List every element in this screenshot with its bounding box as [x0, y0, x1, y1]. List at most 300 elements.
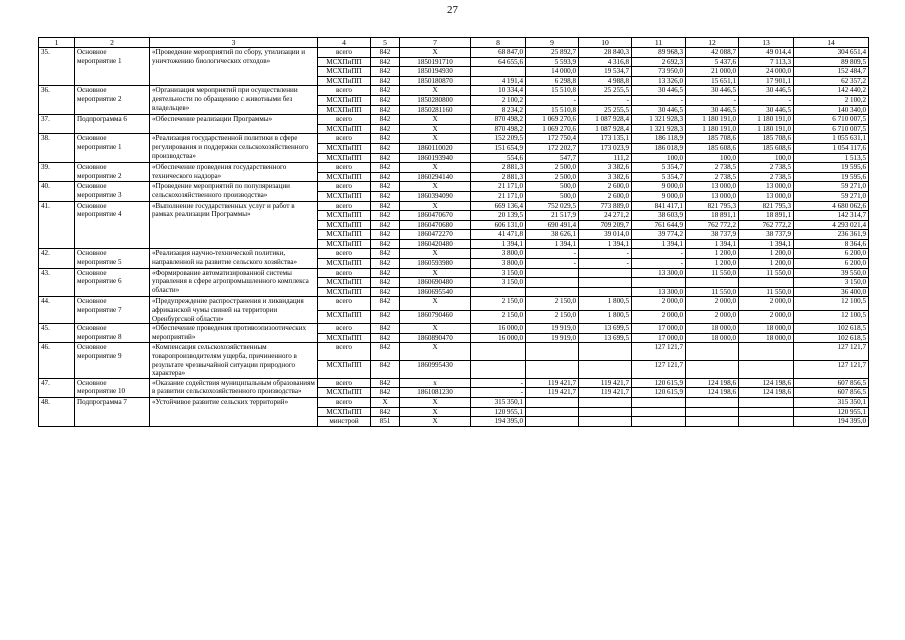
amount-cell: 30 446,5 — [686, 86, 739, 96]
code-cell: 842 — [371, 230, 400, 240]
amount-cell: 1 200,0 — [739, 259, 794, 269]
code-cell: Х — [371, 397, 400, 407]
code-cell: 842 — [371, 407, 400, 417]
amount-cell: 25 255,5 — [579, 86, 632, 96]
kbk-cell: 1860470680 — [400, 220, 471, 230]
executor-cell: МСХПиПП — [318, 310, 371, 323]
row-number: 40. — [39, 182, 75, 201]
table-row — [39, 297, 869, 310]
amount-cell: 2 150,0 — [471, 297, 526, 310]
amount-cell: 49 014,4 — [739, 48, 794, 58]
amount-cell: 6 710 007,5 — [794, 115, 869, 125]
code-cell: 842 — [371, 143, 400, 153]
amount-cell: 1 180 191,0 — [739, 115, 794, 125]
amount-cell: 102 618,5 — [794, 333, 869, 343]
amount-cell: 24 271,2 — [579, 211, 632, 221]
kbk-cell: Х — [400, 115, 471, 125]
executor-cell: МСХПиПП — [318, 105, 371, 115]
amount-cell: 1 180 191,0 — [739, 124, 794, 134]
amount-cell — [579, 268, 632, 278]
measure-description: «Обеспечение проведения противоэпизоотических мероприятий» — [150, 324, 318, 343]
amount-cell: 38 737,9 — [739, 230, 794, 240]
executor-cell: МСХПиПП — [318, 361, 371, 379]
kbk-cell: Х — [400, 48, 471, 58]
amount-cell: 821 795,3 — [686, 201, 739, 211]
amount-cell — [739, 278, 794, 288]
amount-cell: 2 000,0 — [739, 310, 794, 323]
amount-cell: 5 354,7 — [632, 163, 686, 173]
measure-description: «Проведение мероприятий по популяризации сельскохозяйственного производства» — [150, 182, 318, 201]
amount-cell: 5 354,7 — [632, 172, 686, 182]
kbk-cell: Х — [400, 343, 471, 361]
amount-cell — [579, 287, 632, 297]
executor-cell: всего — [318, 297, 371, 310]
amount-cell: 1 087 928,4 — [579, 115, 632, 125]
amount-cell: 18 000,0 — [686, 324, 739, 334]
code-cell: 842 — [371, 220, 400, 230]
amount-cell: - — [686, 95, 739, 105]
amount-cell: 13 000,0 — [739, 182, 794, 192]
amount-cell: 124 198,6 — [686, 378, 739, 388]
amount-cell: 21 517,9 — [526, 211, 579, 221]
kbk-cell: 1860472270 — [400, 230, 471, 240]
table-row — [39, 249, 869, 259]
table-row — [39, 201, 869, 211]
amount-cell: 185 608,6 — [686, 143, 739, 153]
measure-name: Основное мероприятие 3 — [75, 182, 150, 201]
table-row — [39, 378, 869, 388]
amount-cell — [471, 287, 526, 297]
amount-cell: 2 738,5 — [686, 163, 739, 173]
amount-cell: 127 121,7 — [632, 343, 686, 361]
amount-cell: 690 491,4 — [526, 220, 579, 230]
measure-description: «Устойчивое развитие сельских территорий» — [150, 397, 318, 426]
amount-cell: 11 550,0 — [739, 268, 794, 278]
amount-cell: - — [739, 95, 794, 105]
amount-cell — [579, 278, 632, 288]
amount-cell: 124 198,6 — [739, 388, 794, 398]
amount-cell — [579, 417, 632, 427]
amount-cell: 6 200,0 — [794, 249, 869, 259]
amount-cell: 315 350,1 — [471, 397, 526, 407]
amount-cell: 1 180 191,0 — [686, 124, 739, 134]
amount-cell: 119 421,7 — [526, 378, 579, 388]
measure-name: Основное мероприятие 7 — [75, 297, 150, 324]
amount-cell: 89 809,5 — [794, 57, 869, 67]
executor-cell: всего — [318, 378, 371, 388]
amount-cell: 1 394,1 — [526, 239, 579, 249]
kbk-cell: 1860470670 — [400, 211, 471, 221]
amount-cell: 2 881,3 — [471, 163, 526, 173]
amount-cell: 13 300,0 — [632, 268, 686, 278]
amount-cell: 30 446,5 — [632, 86, 686, 96]
executor-cell: МСХПиПП — [318, 211, 371, 221]
amount-cell: - — [632, 259, 686, 269]
measure-name: Основное мероприятие 1 — [75, 134, 150, 163]
amount-cell: 152 209,5 — [471, 134, 526, 144]
amount-cell: 62 357,2 — [794, 76, 869, 86]
amount-cell: 841 417,1 — [632, 201, 686, 211]
amount-cell — [632, 397, 686, 407]
measure-name: Основное мероприятие 5 — [75, 249, 150, 268]
amount-cell: 3 150,0 — [471, 278, 526, 288]
amount-cell: - — [579, 259, 632, 269]
code-cell: 842 — [371, 95, 400, 105]
amount-cell — [579, 397, 632, 407]
executor-cell: всего — [318, 182, 371, 192]
row-number: 37. — [39, 115, 75, 134]
amount-cell: 18 891,1 — [739, 211, 794, 221]
amount-cell: 1 055 631,1 — [794, 134, 869, 144]
executor-cell: всего — [318, 134, 371, 144]
amount-cell: 762 772,2 — [739, 220, 794, 230]
amount-cell: 1 069 270,6 — [526, 115, 579, 125]
amount-cell: 172 202,7 — [526, 143, 579, 153]
kbk-cell: Х — [400, 201, 471, 211]
amount-cell — [686, 417, 739, 427]
code-cell: 842 — [371, 268, 400, 278]
amount-cell: 19 534,7 — [579, 67, 632, 77]
amount-cell: 30 446,5 — [686, 105, 739, 115]
amount-cell: 39 550,0 — [794, 268, 869, 278]
amount-cell: 119 421,7 — [579, 378, 632, 388]
kbk-cell: Х — [400, 268, 471, 278]
executor-cell: всего — [318, 249, 371, 259]
amount-cell: 18 891,1 — [686, 211, 739, 221]
amount-cell: 15 651,1 — [686, 76, 739, 86]
amount-cell: 17 901,1 — [739, 76, 794, 86]
amount-cell: 1 394,1 — [471, 239, 526, 249]
kbk-cell: Х — [400, 417, 471, 427]
amount-cell: 41 471,8 — [471, 230, 526, 240]
kbk-cell: 1860193940 — [400, 153, 471, 163]
executor-cell: всего — [318, 201, 371, 211]
code-cell: 842 — [371, 361, 400, 379]
executor-cell: МСХПиПП — [318, 259, 371, 269]
amount-cell: 554,6 — [471, 153, 526, 163]
amount-cell: 127 121,7 — [632, 361, 686, 379]
amount-cell — [526, 361, 579, 379]
kbk-cell: Х — [400, 163, 471, 173]
table-row — [39, 86, 869, 96]
amount-cell: 186 118,9 — [632, 134, 686, 144]
code-cell: 842 — [371, 310, 400, 323]
amount-cell — [686, 407, 739, 417]
amount-cell — [526, 397, 579, 407]
kbk-cell: 1850180870 — [400, 76, 471, 86]
amount-cell — [579, 343, 632, 361]
executor-cell: МСХПиПП — [318, 239, 371, 249]
amount-cell: 14 000,0 — [526, 67, 579, 77]
amount-cell: 2 150,0 — [471, 310, 526, 323]
amount-cell — [579, 407, 632, 417]
amount-cell: 21 171,0 — [471, 182, 526, 192]
measure-description: «Проведение мероприятий по сбору, утилизации и уничтожению биологических отходов» — [150, 48, 318, 86]
amount-cell: 2 500,0 — [526, 163, 579, 173]
amount-cell — [526, 268, 579, 278]
code-cell: 842 — [371, 172, 400, 182]
measure-description: «Оказание содействия муниципальным образованиям в развитии сельскохозяйственного производства» — [150, 378, 318, 397]
amount-cell: 38 737,9 — [686, 230, 739, 240]
amount-cell: 10 334,4 — [471, 86, 526, 96]
amount-cell: 1 087 928,4 — [579, 124, 632, 134]
row-number: 47. — [39, 378, 75, 397]
code-cell: 842 — [371, 249, 400, 259]
amount-cell: 2 000,0 — [686, 310, 739, 323]
kbk-cell: 1860110020 — [400, 143, 471, 153]
amount-cell: 15 510,8 — [526, 105, 579, 115]
amount-cell: 186 018,9 — [632, 143, 686, 153]
amount-cell — [526, 278, 579, 288]
amount-cell: 89 968,3 — [632, 48, 686, 58]
amount-cell: 11 550,0 — [686, 287, 739, 297]
code-cell: 842 — [371, 48, 400, 58]
kbk-cell: 1860394090 — [400, 191, 471, 201]
amount-cell: 2 100,2 — [794, 95, 869, 105]
column-header: 5 — [371, 38, 400, 48]
amount-cell: 17 000,0 — [632, 333, 686, 343]
amount-cell: 1 054 117,6 — [794, 143, 869, 153]
executor-cell: всего — [318, 324, 371, 334]
amount-cell: 13 000,0 — [686, 191, 739, 201]
amount-cell: 1 180 191,0 — [686, 115, 739, 125]
amount-cell: - — [632, 249, 686, 259]
amount-cell: 185 708,6 — [686, 134, 739, 144]
amount-cell: 2 000,0 — [632, 310, 686, 323]
amount-cell: 1 394,1 — [686, 239, 739, 249]
amount-cell: 669 136,4 — [471, 201, 526, 211]
amount-cell: 870 498,2 — [471, 124, 526, 134]
code-cell: 842 — [371, 105, 400, 115]
amount-cell: 5 593,9 — [526, 57, 579, 67]
amount-cell: 1 200,0 — [739, 249, 794, 259]
amount-cell: 2 150,0 — [526, 310, 579, 323]
amount-cell: 25 892,7 — [526, 48, 579, 58]
amount-cell — [632, 417, 686, 427]
amount-cell: 1 394,1 — [579, 239, 632, 249]
amount-cell: 30 446,5 — [632, 105, 686, 115]
amount-cell: 13 699,5 — [579, 324, 632, 334]
amount-cell: 124 198,6 — [739, 378, 794, 388]
amount-cell: 194 395,0 — [794, 417, 869, 427]
amount-cell: 172 750,4 — [526, 134, 579, 144]
kbk-cell: 1860790460 — [400, 310, 471, 323]
amount-cell: 547,7 — [526, 153, 579, 163]
amount-cell: 3 382,6 — [579, 172, 632, 182]
measure-name: Основное мероприятие 1 — [75, 48, 150, 86]
column-header: 10 — [579, 38, 632, 48]
amount-cell: 4 988,8 — [579, 76, 632, 86]
code-cell: 842 — [371, 278, 400, 288]
measure-description: «Реализация государственной политики в сфере регулирования и поддержки сельскохозяйственного производства» — [150, 134, 318, 163]
amount-cell: 2 000,0 — [686, 297, 739, 310]
amount-cell: 18 000,0 — [739, 324, 794, 334]
column-header: 2 — [75, 38, 150, 48]
measure-name: Основное мероприятие 9 — [75, 343, 150, 378]
amount-cell: 64 655,6 — [471, 57, 526, 67]
code-cell: 842 — [371, 134, 400, 144]
executor-cell: МСХПиПП — [318, 407, 371, 417]
amount-cell: 15 510,8 — [526, 86, 579, 96]
executor-cell: всего — [318, 48, 371, 58]
kbk-cell: Х — [400, 397, 471, 407]
executor-cell: минстрой — [318, 417, 371, 427]
executor-cell: МСХПиПП — [318, 220, 371, 230]
amount-cell: 19 919,0 — [526, 324, 579, 334]
amount-cell: 173 135,1 — [579, 134, 632, 144]
executor-cell: МСХПиПП — [318, 333, 371, 343]
row-number: 39. — [39, 163, 75, 182]
amount-cell: 606 131,0 — [471, 220, 526, 230]
amount-cell: 151 654,9 — [471, 143, 526, 153]
amount-cell: 30 446,5 — [739, 86, 794, 96]
executor-cell: МСХПиПП — [318, 172, 371, 182]
amount-cell: 304 651,4 — [794, 48, 869, 58]
code-cell: 842 — [371, 86, 400, 96]
code-cell: 851 — [371, 417, 400, 427]
kbk-cell: 1850194930 — [400, 67, 471, 77]
column-header: 13 — [739, 38, 794, 48]
executor-cell: МСХПиПП — [318, 230, 371, 240]
amount-cell: 761 644,9 — [632, 220, 686, 230]
kbk-cell: 1861081230 — [400, 388, 471, 398]
amount-cell: 18 000,0 — [739, 333, 794, 343]
amount-cell — [686, 343, 739, 361]
kbk-cell: Х — [400, 407, 471, 417]
amount-cell — [739, 417, 794, 427]
amount-cell: - — [579, 95, 632, 105]
amount-cell — [686, 397, 739, 407]
measure-description: «Формирование автоматизированной системы управления в сфере агропромышленного комплекса области» — [150, 268, 318, 297]
amount-cell: 709 209,7 — [579, 220, 632, 230]
kbk-cell: Х — [400, 324, 471, 334]
code-cell: 842 — [371, 324, 400, 334]
amount-cell: 2 692,3 — [632, 57, 686, 67]
amount-cell: 13 699,5 — [579, 333, 632, 343]
amount-cell: 13 000,0 — [686, 182, 739, 192]
executor-cell: МСХПиПП — [318, 143, 371, 153]
amount-cell: 25 255,5 — [579, 105, 632, 115]
amount-cell: 236 361,9 — [794, 230, 869, 240]
amount-cell: 119 421,7 — [579, 388, 632, 398]
amount-cell — [739, 397, 794, 407]
executor-cell: МСХПиПП — [318, 153, 371, 163]
amount-cell: 1 321 928,3 — [632, 124, 686, 134]
code-cell: 842 — [371, 201, 400, 211]
kbk-cell: х — [400, 378, 471, 388]
executor-cell: МСХПиПП — [318, 388, 371, 398]
amount-cell: 607 856,5 — [794, 388, 869, 398]
amount-cell: 140 340,0 — [794, 105, 869, 115]
measure-description: «Обеспечение проведения государственного технического надзора» — [150, 163, 318, 182]
kbk-cell: 1860593980 — [400, 259, 471, 269]
amount-cell: 185 708,6 — [739, 134, 794, 144]
measure-description: «Организация мероприятий при осуществлении деятельности по обращению с животными без владельцев» — [150, 86, 318, 115]
column-header: 14 — [794, 38, 869, 48]
amount-cell: 173 023,9 — [579, 143, 632, 153]
amount-cell — [686, 361, 739, 379]
column-header: 12 — [686, 38, 739, 48]
kbk-cell: 1860690480 — [400, 278, 471, 288]
amount-cell: - — [471, 388, 526, 398]
amount-cell: 152 484,7 — [794, 67, 869, 77]
amount-cell: 111,2 — [579, 153, 632, 163]
amount-cell: 13 000,0 — [739, 191, 794, 201]
row-number: 42. — [39, 249, 75, 268]
table-row — [39, 134, 869, 144]
amount-cell: 4 293 021,4 — [794, 220, 869, 230]
amount-cell: 752 029,5 — [526, 201, 579, 211]
amount-cell: 38 626,1 — [526, 230, 579, 240]
amount-cell: - — [526, 249, 579, 259]
amount-cell: 8 234,2 — [471, 105, 526, 115]
amount-cell: 100,0 — [632, 153, 686, 163]
amount-cell: 8 364,6 — [794, 239, 869, 249]
amount-cell: 13 326,0 — [632, 76, 686, 86]
amount-cell: 3 800,0 — [471, 259, 526, 269]
amount-cell: 42 088,7 — [686, 48, 739, 58]
amount-cell: 142 440,2 — [794, 86, 869, 96]
amount-cell: 68 847,0 — [471, 48, 526, 58]
amount-cell: 17 000,0 — [632, 324, 686, 334]
column-header: 4 — [318, 38, 371, 48]
executor-cell: МСХПиПП — [318, 67, 371, 77]
code-cell: 842 — [371, 297, 400, 310]
amount-cell: 2 738,5 — [739, 172, 794, 182]
amount-cell: 120 955,1 — [794, 407, 869, 417]
executor-cell: всего — [318, 163, 371, 173]
amount-cell: 762 772,2 — [686, 220, 739, 230]
amount-cell: 1 069 270,6 — [526, 124, 579, 134]
code-cell: 842 — [371, 115, 400, 125]
amount-cell: 821 795,3 — [739, 201, 794, 211]
amount-cell: 2 500,0 — [526, 172, 579, 182]
amount-cell — [632, 407, 686, 417]
amount-cell — [471, 343, 526, 361]
amount-cell: 18 000,0 — [686, 333, 739, 343]
measure-name: Основное мероприятие 4 — [75, 201, 150, 249]
amount-cell: 59 271,0 — [794, 191, 869, 201]
amount-cell: 142 314,7 — [794, 211, 869, 221]
amount-cell: - — [526, 259, 579, 269]
budget-table — [38, 37, 869, 427]
executor-cell: всего — [318, 268, 371, 278]
executor-cell: МСХПиПП — [318, 124, 371, 134]
row-number: 43. — [39, 268, 75, 297]
amount-cell: 6 298,8 — [526, 76, 579, 86]
amount-cell: 12 100,5 — [794, 310, 869, 323]
amount-cell — [526, 417, 579, 427]
amount-cell: 16 000,0 — [471, 324, 526, 334]
amount-cell: 2 881,3 — [471, 172, 526, 182]
kbk-cell: 1850191710 — [400, 57, 471, 67]
amount-cell: 185 608,6 — [739, 143, 794, 153]
row-number: 38. — [39, 134, 75, 163]
amount-cell — [739, 361, 794, 379]
amount-cell: 12 100,5 — [794, 297, 869, 310]
amount-cell: 120 615,9 — [632, 388, 686, 398]
amount-cell — [526, 343, 579, 361]
amount-cell: 28 840,3 — [579, 48, 632, 58]
kbk-cell: Х — [400, 86, 471, 96]
amount-cell — [739, 343, 794, 361]
column-header: 7 — [400, 38, 471, 48]
column-header: 1 — [39, 38, 75, 48]
measure-name: Подпрограмма 6 — [75, 115, 150, 134]
amount-cell: - — [579, 249, 632, 259]
code-cell: 842 — [371, 153, 400, 163]
kbk-cell: 1860420480 — [400, 239, 471, 249]
